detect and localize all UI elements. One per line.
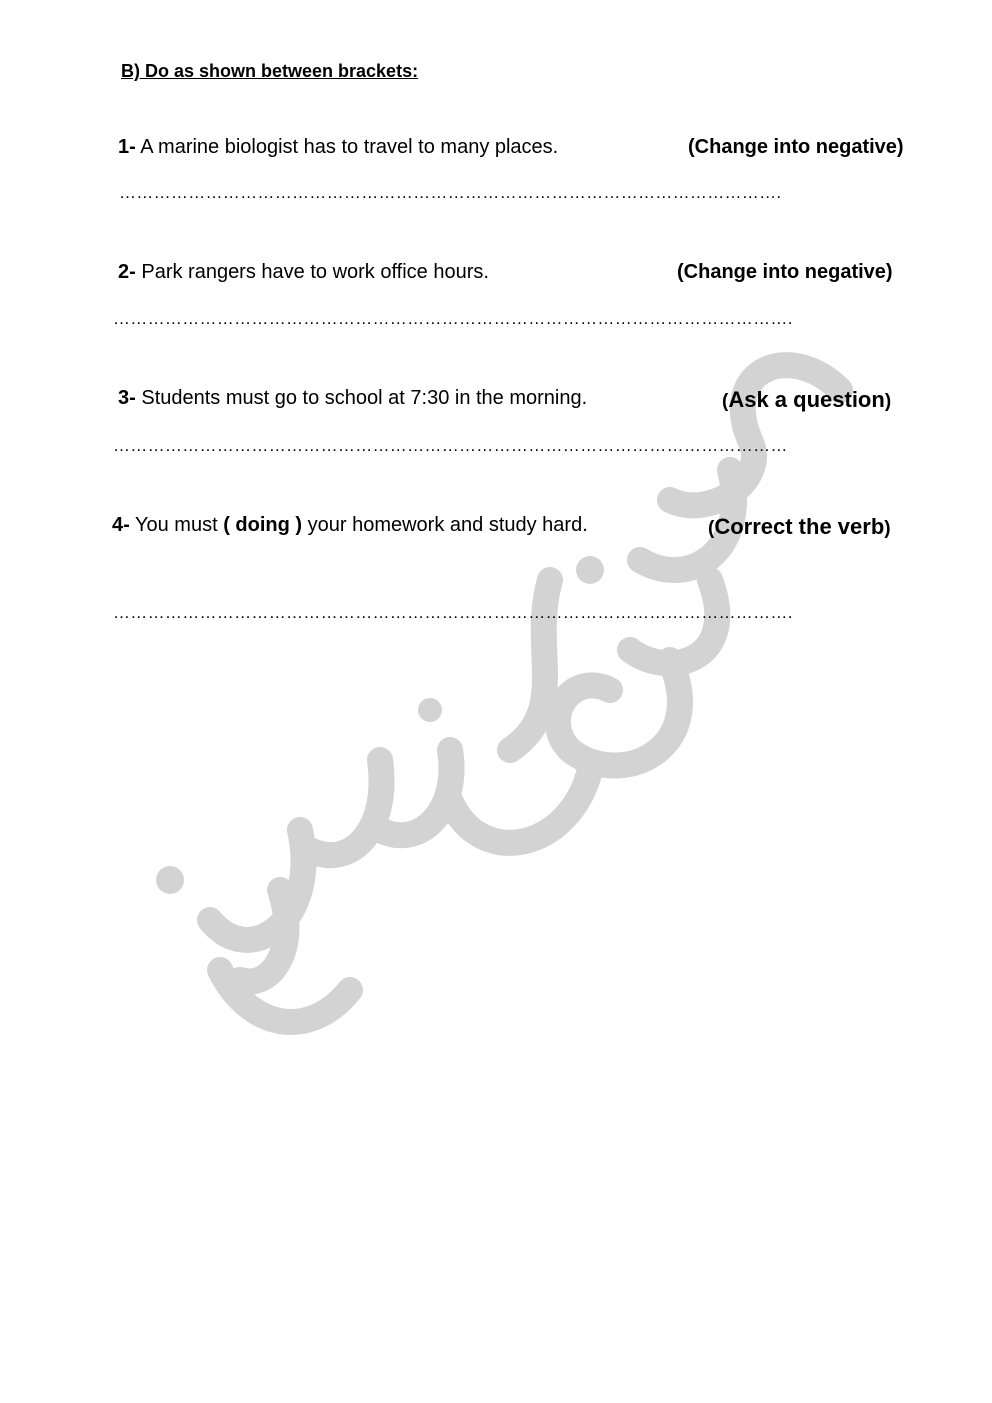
question-3-answer-line[interactable]: ……………………………………………………………………………………………………… (113, 436, 788, 455)
question-3 (0, 387, 992, 417)
question-1-answer-line[interactable]: ……………………………………………………………………………………………………. (119, 183, 782, 202)
question-4-answer-line[interactable]: ………………………………………………………………………………………………………. (113, 603, 793, 622)
question-4-number: 4- (112, 514, 130, 536)
question-4-sentence-start: You must (129, 514, 224, 536)
question-3-instruction-close: ) (884, 391, 892, 412)
question-2-number: 2- (118, 261, 136, 283)
question-4-instruction-close: ) (884, 518, 891, 539)
question-4 (0, 514, 992, 544)
question-3-instruction-core: Ask a question (728, 387, 885, 412)
question-4-text (112, 514, 588, 537)
question-4-verb: ( doing ) (223, 514, 303, 536)
question-4-instruction-core: Correct the verb (714, 514, 885, 539)
question-4-instruction (708, 514, 891, 540)
section-heading: B) Do as shown between brackets: (121, 61, 419, 81)
question-1-text (118, 136, 558, 159)
question-2-instruction: (Change into negative) (677, 261, 893, 283)
question-1-number: 1- (118, 136, 136, 158)
question-3-instruction-open: ( (722, 391, 729, 412)
question-3-instruction (722, 387, 891, 413)
question-2-answer-line[interactable]: ………………………………………………………………………………………………………. (113, 309, 793, 328)
question-1-instruction: (Change into negative) (688, 136, 904, 158)
question-4-sentence-end: your homework and study hard. (302, 514, 588, 536)
question-2-text (118, 261, 489, 284)
question-4-instruction-open: ( (708, 518, 715, 539)
question-1-sentence: A marine biologist has to travel to many places. (135, 136, 559, 158)
question-2 (0, 261, 992, 291)
question-2-sentence: Park rangers have to work office hours. (135, 261, 489, 283)
question-3-sentence: Students must go to school at 7:30 in the morning. (135, 387, 588, 409)
question-3-number: 3- (118, 387, 136, 409)
question-3-text (118, 387, 587, 410)
question-1 (0, 136, 992, 166)
